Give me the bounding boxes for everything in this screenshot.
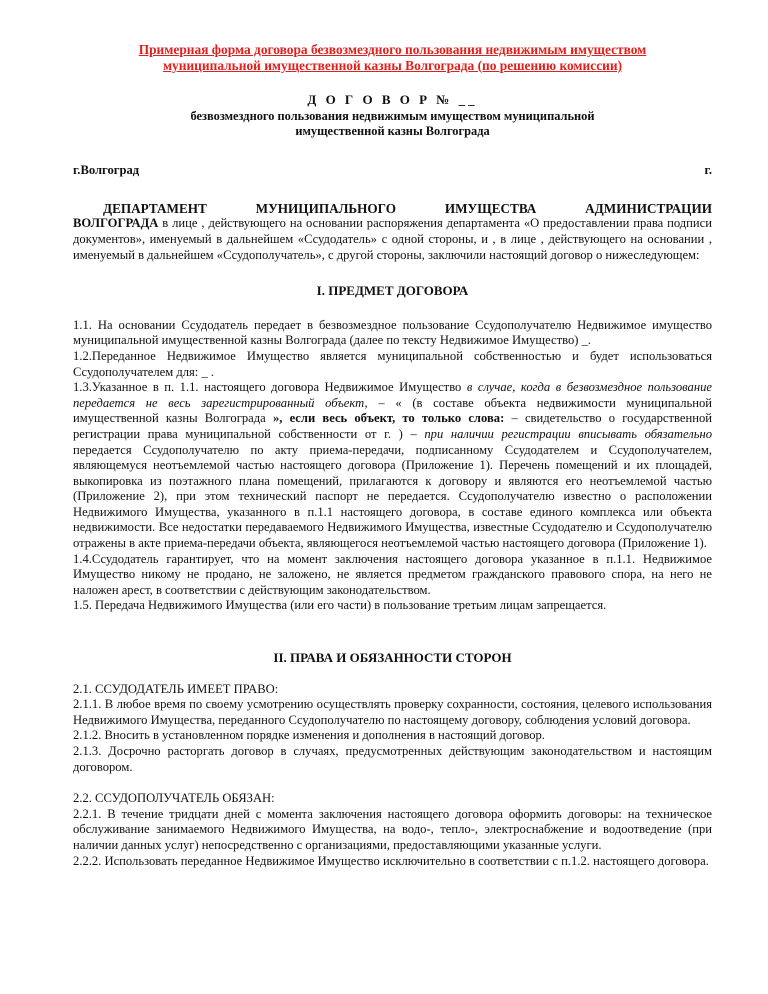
clause-1-2: 1.2.Переданное Недвижимое Имущество является муниципальной собственностью и будет использоваться Ссудополучателем для: _ . xyxy=(73,348,712,379)
clause-2-1-3: 2.1.3. Досрочно расторгать договор в случаях, предусмотренных действующим законодательством и настоящим договором. xyxy=(73,744,712,774)
title-line-2: муниципальной имущественной казны Волгограда (по решению комиссии) xyxy=(162,57,623,73)
clause-2-1-1: 2.1.1. В любое время по своему усмотрению осуществлять проверку сохранности, состояния, целевого использования Недвижимого Имущества, переданного Ссудополучателю по настоящему договору, соблюдения условий договора. xyxy=(73,697,712,727)
contract-heading: Д О Г О В О Р № __ xyxy=(307,91,478,107)
clause-1-3-part-c: – « (в составе объекта недвижимости муниципальной имущественной казны Волгограда xyxy=(73,395,713,426)
clause-2-2-2: 2.2.2. Использовать переданное Недвижимое Имущество исключительно в соответствии с п.1.2. настоящего договора. xyxy=(73,853,709,868)
clause-1-3-part-d: », если весь объект, то только слова: xyxy=(272,411,505,426)
contract-header xyxy=(73,92,712,140)
clause-1-3-part-g: передается Ссудополучателю по акту приема-передачи, подписанному Ссудодателем и Ссудополучателем, являющемуся неотъемлемой частью настоящего договора (Приложение 1). Перечень помещений и их площадей, выкопировка из поэтажного плана помещений, прилагаются к договору и являются его неотъемлемой частью (Приложение 2), при этом технический паспорт не передается. Ссудополучателю известно о расположении Недвижимого Имущества, указанного в п.1.1 настоящего договора, в составе единого комплекса или объекта недвижимости. Все недостатки передаваемого Недвижимого Имущества, известные Ссудодателю и Ссудополучателю отражены в акте приема-передачи объекта, являющегося неотъемлемой частью настоящего договора (Приложение 1). xyxy=(73,442,712,551)
clause-1-3-note-partial: в случае, когда в безвозмездное пользование передается не весь зарегистрированный объект, xyxy=(73,380,712,410)
section-1-title: I. ПРЕДМЕТ ДОГОВОРА xyxy=(316,283,469,299)
dept-word-4: АДМИНИСТРАЦИИ xyxy=(585,200,712,216)
title-line-1: Примерная форма договора безвозмездного пользования недвижимым имуществом xyxy=(138,42,647,57)
contract-subtitle-line-1: безвозмездного пользования недвижимым имуществом муниципальной xyxy=(190,109,595,124)
city-date-row xyxy=(73,163,712,179)
clause-1-3-part-a: 1.3.Указанное в п. 1.1. настоящего договора Недвижимое Имущество xyxy=(73,380,467,395)
preamble-text xyxy=(73,216,712,263)
preamble xyxy=(73,201,712,263)
contract-city: г.Волгоград xyxy=(73,163,140,178)
section-2-title: II. ПРАВА И ОБЯЗАННОСТИ СТОРОН xyxy=(273,650,512,666)
preamble-body: в лице , действующего на основании распоряжения департамента «О предоставлении права подписи документов», именуемый в дальнейшем «Ссудодатель» с одной стороны, и , в лице , действующего на основании , именуемый в дальнейшем «Ссудополучатель», с другой стороны, заключили настоящий договор о нижеследующем: xyxy=(73,216,712,262)
contract-subtitle xyxy=(73,109,712,139)
clause-1-5: 1.5. Передача Недвижимого Имущества (или его части) в пользование третьим лицам запрещается. xyxy=(73,598,607,613)
clause-1-1: 1.1. На основании Ссудодатель передает в безвозмездное пользование Ссудополучателю Недвижимое имущество муниципальной имущественной казны Волгограда (далее по тексту Недвижимое Имущество) _. xyxy=(73,317,712,348)
clause-2-1: 2.1. ССУДОДАТЕЛЬ ИМЕЕТ ПРАВО: xyxy=(73,681,279,696)
dept-city: ВОЛГОГРАДА xyxy=(73,216,159,231)
spacer xyxy=(73,775,712,791)
dept-word-2: МУНИЦИПАЛЬНОГО xyxy=(255,200,396,216)
contract-date: г. xyxy=(704,163,712,178)
clause-1-3-part-e: – свидетельство о государственной регистрации права муниципальной собственности от г. ) – xyxy=(73,411,712,441)
document-title xyxy=(73,42,712,74)
clause-1-4: 1.4.Ссудодатель гарантирует, что на момент заключения настоящего договора указанное в п.1.1. Недвижимое Имущество никому не продано, не заложено, не является предметом гражданского правового спора, на него не наложен арест, в соответствии с действующим законодательством. xyxy=(73,551,712,597)
clause-2-1-2: 2.1.2. Вносить в установленном порядке изменения и дополнения в настоящий договор. xyxy=(73,728,545,743)
clause-2-2: 2.2. ССУДОПОЛУЧАТЕЛЬ ОБЯЗАН: xyxy=(73,791,275,806)
contract-subtitle-line-2: имущественной казны Волгограда xyxy=(295,124,490,139)
department-line xyxy=(73,201,712,217)
clause-2-2-1: 2.2.1. В течение тридцати дней с момента заключения настоящего договора оформить договоры: на техническое обслуживание занимаемого Недвижимого Имущества, на водо-, тепло-, электроснабжение и водоотведение (при наличии данных услуг) непосредственно с организациями, предоставляющими указанные услуги. xyxy=(73,806,712,852)
dept-word-3: ИМУЩЕСТВА xyxy=(444,200,537,216)
clause-1-3 xyxy=(73,380,712,552)
dept-word-1: ДЕПАРТАМЕНТ xyxy=(103,200,207,216)
clause-1-3-note-registration: при наличии регистрации вписывать обязательно xyxy=(424,426,712,441)
